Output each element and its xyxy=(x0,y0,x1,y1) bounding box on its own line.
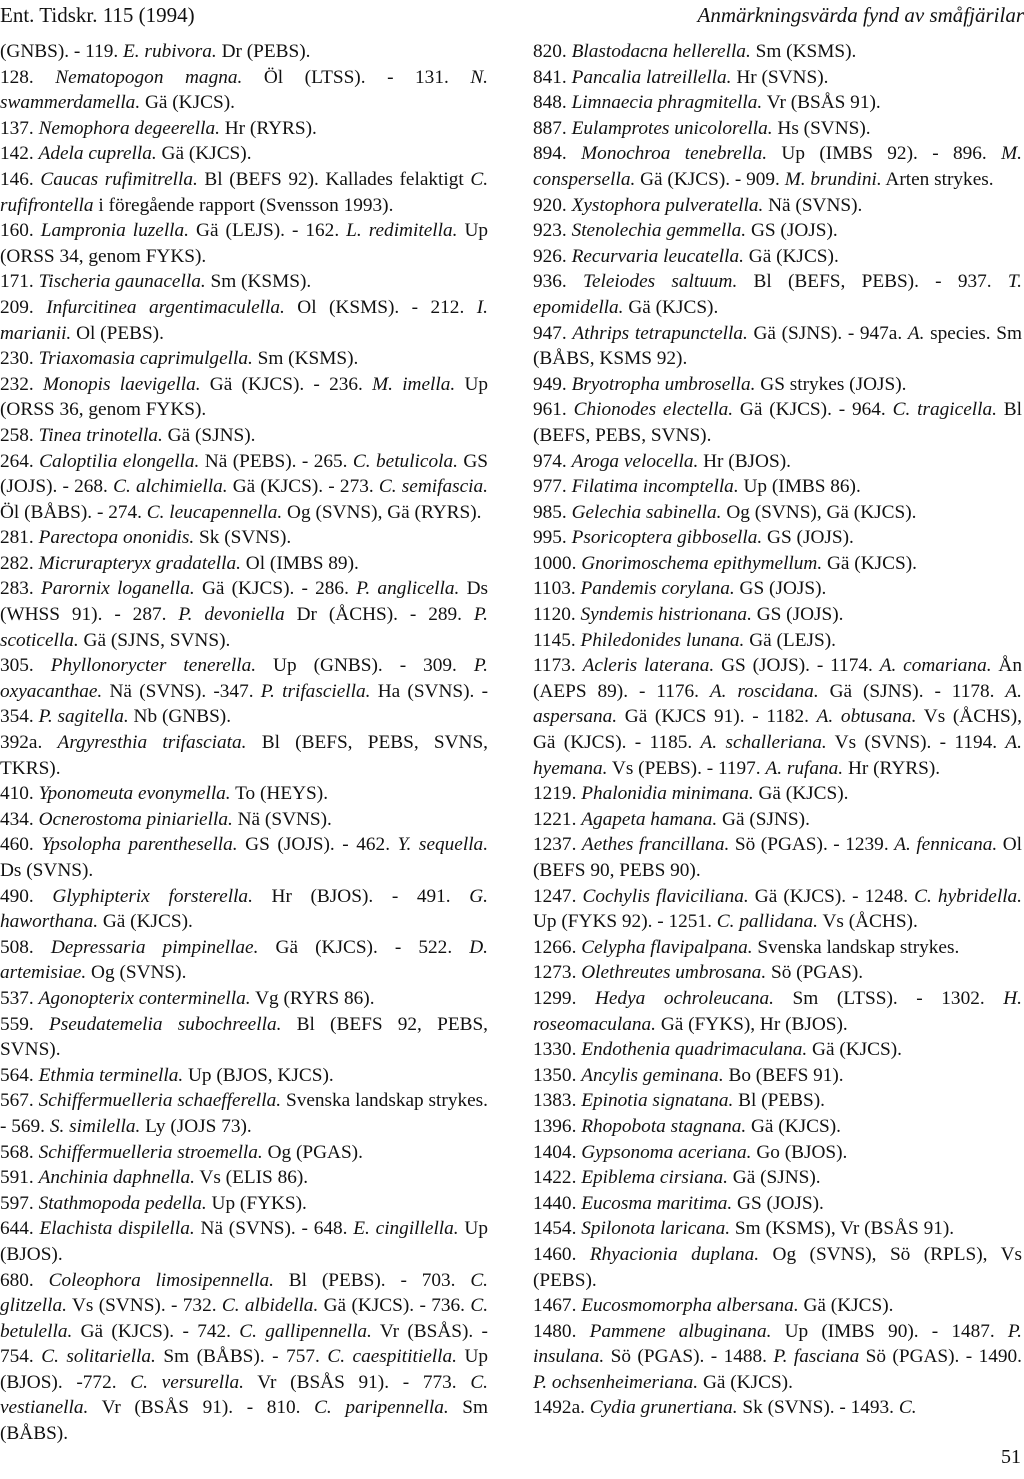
species-entry: 1219. Phalonidia minimana. Gä (KJCS). xyxy=(533,783,849,805)
species-entry: 644. Elachista dispilella. Nä (SVNS). - 648. E. cingillella. Up (BJOS). xyxy=(0,1218,488,1265)
species-entry: 564. Ethmia terminella. Up (BJOS, KJCS). xyxy=(0,1064,334,1086)
species-entry: 1120. Syndemis histrionana. GS (JOJS). xyxy=(533,604,844,626)
species-entry: 283. Parornix loganella. Gä (KJCS). - 286. P. anglicella. Ds (WHSS 91). - 287. P. devoniella Dr (ÅCHS). - 289. P. scoticella. Gä (SJNS, SVNS). xyxy=(0,578,488,651)
species-entry: 1350. Ancylis geminana. Bo (BEFS 91). xyxy=(533,1064,844,1086)
species-entry: 1383. Epinotia signatana. Bl (PEBS). xyxy=(533,1090,825,1112)
species-entry: 1422. Epiblema cirsiana. Gä (SJNS). xyxy=(533,1167,821,1189)
species-entry: 305. Phyllonorycter tenerella. Up (GNBS). - 309. P. oxyacanthae. Nä (SVNS). -347. P. trifasciella. Ha (SVNS). - 354. P. sagitella. Nb (GNBS). xyxy=(0,655,488,728)
running-header xyxy=(0,3,1024,31)
species-entry: 985. Gelechia sabinella. Og (SVNS), Gä (KJCS). xyxy=(533,501,917,523)
species-entry: 974. Aroga velocella. Hr (BJOS). xyxy=(533,450,791,472)
species-entry: 926. Recurvaria leucatella. Gä (KJCS). xyxy=(533,245,839,267)
species-entry: 146. Caucas rufimitrella. Bl (BEFS 92). Kallades felaktigt C. rufifrontella i föregående rapport (Svensson 1993). xyxy=(0,168,489,216)
species-entry: 1299. Hedya ochroleucana. Sm (LTSS). - 1302. H. roseomaculana. Gä (FYKS), Hr (BJOS). xyxy=(533,987,1022,1035)
species-entry: 680. Coleophora limosipennella. Bl (PEBS). - 703. C. glitzella. Vs (SVNS). - 732. C. albidella. Gä (KJCS). - 736. C. betulella. Gä (KJCS). - 742. C. gallipennella. Vr (BSÅS). - 754. C. solitariella. Sm (BÅBS). - 757. C. caespititiella. Up (BJOS). -772. C. versurella. Vr (BSÅS 91). - 773. C. vestianella. Vr (BSÅS 91). - 810. C. paripennella. Sm (BÅBS). xyxy=(0,1269,489,1445)
species-entry: 258. Tinea trinotella. Gä (SJNS). xyxy=(0,424,256,446)
species-entry: 209. Infurcitinea argentimaculella. Ol (KSMS). - 212. I. marianii. Ol (PEBS). xyxy=(0,296,488,344)
species-entry: 128. Nematopogon magna. Öl (LTSS). - 131. N. swammerdamella. Gä (KJCS). xyxy=(0,66,488,114)
species-entry: 1396. Rhopobota stagnana. Gä (KJCS). xyxy=(533,1115,841,1137)
species-entry: 923. Stenolechia gemmella. GS (JOJS). xyxy=(533,220,838,242)
species-entry: 1480. Pammene albuginana. Up (IMBS 90). - 1487. P. insulana. Sö (PGAS). - 1488. P. fasciana Sö (PGAS). - 1490. P. ochsenheimeriana. Gä (KJCS). xyxy=(533,1320,1023,1393)
species-entry: 232. Monopis laevigella. Gä (KJCS). - 236. M. imella. Up (ORSS 36, genom FYKS). xyxy=(0,373,489,421)
species-entry: 947. Athrips tetrapunctella. Gä (SJNS). - 947a. A. species. Sm (BÅBS, KSMS 92). xyxy=(533,322,1022,370)
species-entry: 1237. Aethes francillana. Sö (PGAS). - 1239. A. fennicana. Ol (BEFS 90, PEBS 90). xyxy=(533,834,1023,881)
species-entry: 568. Schiffermuelleria stroemella. Og (PGAS). xyxy=(0,1141,363,1163)
species-entry: 841. Pancalia latreillella. Hr (SVNS). xyxy=(533,66,829,88)
species-entry: 1467. Eucosmomorpha albersana. Gä (KJCS). xyxy=(533,1295,894,1317)
species-entry: 281. Parectopa ononidis. Sk (SVNS). xyxy=(0,527,292,549)
left-column xyxy=(0,39,488,1447)
species-entry: 410. Yponomeuta evonymella. To (HEYS). xyxy=(0,783,329,805)
species-entry: 1330. Endothenia quadrimaculana. Gä (KJCS). xyxy=(533,1039,902,1061)
species-entry: 392a. Argyresthia trifasciata. Bl (BEFS, PEBS, SVNS, TKRS). xyxy=(0,732,488,779)
species-entry: 171. Tischeria gaunacella. Sm (KSMS). xyxy=(0,271,312,293)
species-entry: 887. Eulamprotes unicolorella. Hs (SVNS). xyxy=(533,117,871,139)
species-entry: (GNBS). - 119. E. rubivora. Dr (PEBS). xyxy=(0,41,311,62)
species-entry: 567. Schiffermuelleria schaefferella. Svenska landskap strykes. - 569. S. similella. Ly (JOJS 73). xyxy=(0,1090,488,1137)
species-entry: 1454. Spilonota laricana. Sm (KSMS), Vr (BSÅS 91). xyxy=(533,1218,955,1240)
right-column xyxy=(533,39,1022,1421)
species-entry: 894. Monochroa tenebrella. Up (IMBS 92). - 896. M. conspersella. Gä (KJCS). - 909. M. brundini. Arten strykes. xyxy=(533,143,1022,190)
journal-citation: Ent. Tidskr. 115 (1994) xyxy=(0,3,195,27)
species-entry: 1460. Rhyacionia duplana. Og (SVNS), Sö (RPLS), Vs (PEBS). xyxy=(533,1243,1023,1291)
species-entry: 1145. Philedonides lunana. Gä (LEJS). xyxy=(533,629,836,651)
species-entry: 1000. Gnorimoschema epithymellum. Gä (KJCS). xyxy=(533,552,917,574)
species-entry: 936. Teleiodes saltuum. Bl (BEFS, PEBS). - 937. T. epomidella. Gä (KJCS). xyxy=(533,271,1022,318)
running-title: Anmärkningsvärda fynd av småfjärilar xyxy=(697,3,1024,27)
species-entry: 1404. Gypsonoma aceriana. Go (BJOS). xyxy=(533,1141,848,1163)
species-entry: 949. Bryotropha umbrosella. GS strykes (JOJS). xyxy=(533,373,907,395)
species-entry: 977. Filatima incomptella. Up (IMBS 86). xyxy=(533,476,861,498)
species-entry: 1221. Agapeta hamana. Gä (SJNS). xyxy=(533,808,810,830)
species-entry: 1173. Acleris laterana. GS (JOJS). - 1174. A. comariana. Ån (AEPS 89). - 1176. A. roscidana. Gä (SJNS). - 1178. A. aspersana. Gä (KJCS 91). - 1182. A. obtusana. Vs (ÅCHS), Gä (KJCS). - 1185. A. schalleriana. Vs (SVNS). - 1194. A. hyemana. Vs (PEBS). - 1197. A. rufana. Hr (RYRS). xyxy=(533,655,1022,779)
species-entry: 434. Ocnerostoma piniariella. Nä (SVNS). xyxy=(0,808,332,830)
species-entry: 137. Nemophora degeerella. Hr (RYRS). xyxy=(0,117,317,139)
species-entry: 995. Psoricoptera gibbosella. GS (JOJS). xyxy=(533,527,854,549)
species-entry: 282. Micrurapteryx gradatella. Ol (IMBS 89). xyxy=(0,552,359,574)
species-entry: 460. Ypsolopha parenthesella. GS (JOJS). - 462. Y. sequella. Ds (SVNS). xyxy=(0,834,489,881)
species-entry: 1440. Eucosma maritima. GS (JOJS). xyxy=(533,1192,824,1214)
species-entry: 848. Limnaecia phragmitella. Vr (BSÅS 91). xyxy=(533,92,881,114)
species-entry: 1103. Pandemis corylana. GS (JOJS). xyxy=(533,578,827,600)
species-entry: 1266. Celypha flavipalpana. Svenska landskap strykes. xyxy=(533,936,960,958)
species-entry: 1492a. Cydia grunertiana. Sk (SVNS). - 1493. C. xyxy=(533,1397,917,1419)
species-entry: 264. Caloptilia elongella. Nä (PEBS). - 265. C. betulicola. GS (JOJS). - 268. C. alchimiella. Gä (KJCS). - 273. C. semifascia. Öl (BÅBS). - 274. C. leucapennella. Og (SVNS), Gä (RYRS). xyxy=(0,450,488,523)
page-number: 51 xyxy=(1001,1446,1021,1468)
species-entry: 559. Pseudatemelia subochreella. Bl (BEFS 92, PEBS, SVNS). xyxy=(0,1013,489,1061)
species-entry: 1273. Olethreutes umbrosana. Sö (PGAS). xyxy=(533,962,864,984)
species-entry: 820. Blastodacna hellerella. Sm (KSMS). xyxy=(533,41,857,62)
species-entry: 920. Xystophora pulveratella. Nä (SVNS). xyxy=(533,194,863,216)
species-entry: 142. Adela cuprella. Gä (KJCS). xyxy=(0,143,252,165)
species-entry: 537. Agonopterix conterminella. Vg (RYRS 86). xyxy=(0,987,375,1009)
species-entry: 961. Chionodes electella. Gä (KJCS). - 964. C. tragicella. Bl (BEFS, PEBS, SVNS). xyxy=(533,399,1023,446)
species-entry: 160. Lampronia luzella. Gä (LEJS). - 162. L. redimitella. Up (ORSS 34, genom FYKS). xyxy=(0,220,489,267)
species-entry: 591. Anchinia daphnella. Vs (ELIS 86). xyxy=(0,1167,309,1189)
species-entry: 490. Glyphipterix forsterella. Hr (BJOS). - 491. G. haworthana. Gä (KJCS). xyxy=(0,885,488,933)
species-entry: 597. Stathmopoda pedella. Up (FYKS). xyxy=(0,1192,307,1214)
species-entry: 1247. Cochylis flaviciliana. Gä (KJCS). - 1248. C. hybridella. Up (FYKS 92). - 1251. C. pallidana. Vs (ÅCHS). xyxy=(533,885,1023,933)
species-entry: 230. Triaxomasia caprimulgella. Sm (KSMS). xyxy=(0,348,359,370)
species-entry: 508. Depressaria pimpinellae. Gä (KJCS). - 522. D. artemisiae. Og (SVNS). xyxy=(0,936,488,984)
